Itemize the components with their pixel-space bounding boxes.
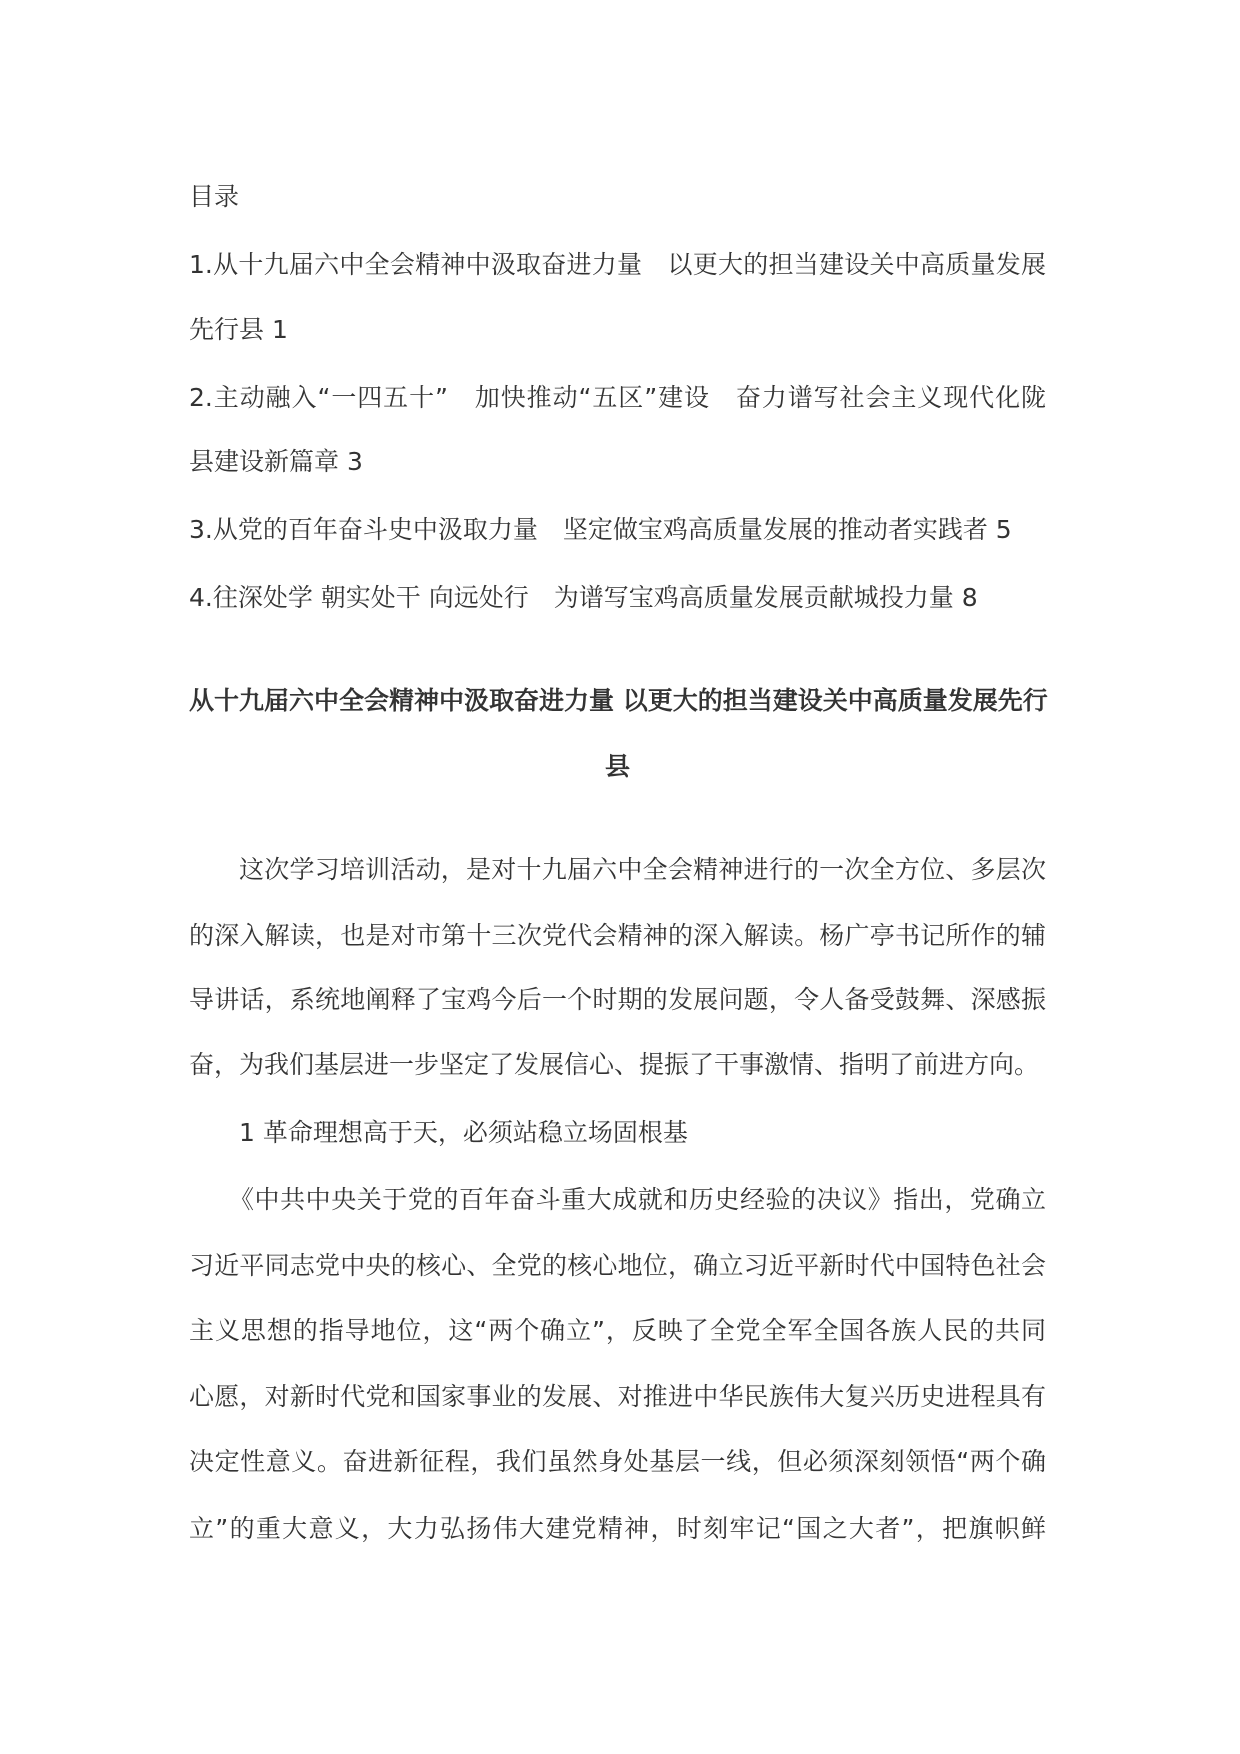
section-heading: 1 革命理想高于天，必须站稳立场固根基 [239,1118,688,1147]
paragraph-line: 的深入解读，也是对市第十三次党代会精神的深入解读。杨广亭书记所作的辅 [189,921,1046,950]
paragraph-line: 《中共中央关于党的百年奋斗重大成就和历史经验的决议》指出，党确立 [229,1185,1046,1214]
paragraph-line: 主义思想的指导地位，这“两个确立”，反映了全党全军全国各族人民的共同 [189,1316,1046,1345]
toc-entry-1-cont[interactable]: 先行县 1 [189,315,288,344]
toc-heading: 目录 [189,182,240,211]
toc-entry-4[interactable]: 4.往深处学 朝实处干 向远处行 为谱写宝鸡高质量发展贡献城投力量 8 [189,583,978,612]
toc-entry-3[interactable]: 3.从党的百年奋斗史中汲取力量 坚定做宝鸡高质量发展的推动者实践者 5 [189,515,1012,544]
toc-entry-2-cont[interactable]: 县建设新篇章 3 [189,447,363,476]
paragraph-line: 奋，为我们基层进一步坚定了发展信心、提振了干事激情、指明了前进方向。 [189,1050,1040,1079]
paragraph-line: 习近平同志党中央的核心、全党的核心地位，确立习近平新时代中国特色社会 [189,1251,1046,1280]
paragraph-line: 立”的重大意义，大力弘扬伟大建党精神，时刻牢记“国之大者”，把旗帜鲜 [189,1514,1046,1543]
paragraph-line: 导讲话，系统地阐释了宝鸡今后一个时期的发展问题，令人备受鼓舞、深感振 [189,985,1046,1014]
article-title-line-2: 县 [604,752,630,781]
paragraph-line: 这次学习培训活动，是对十九届六中全会精神进行的一次全方位、多层次 [239,855,1046,884]
paragraph-line: 决定性意义。奋进新征程，我们虽然身处基层一线，但必须深刻领悟“两个确 [189,1447,1046,1476]
article-title-line-1: 从十九届六中全会精神中汲取奋进力量 以更大的担当建设关中高质量发展先行 [189,686,1048,715]
toc-entry-1[interactable]: 1.从十九届六中全会精神中汲取奋进力量 以更大的担当建设关中高质量发展 [189,250,1046,279]
paragraph-line: 心愿，对新时代党和国家事业的发展、对推进中华民族伟大复兴历史进程具有 [189,1382,1046,1411]
toc-entry-2[interactable]: 2.主动融入“一四五十” 加快推动“五区”建设 奋力谱写社会主义现代化陇 [189,383,1046,412]
